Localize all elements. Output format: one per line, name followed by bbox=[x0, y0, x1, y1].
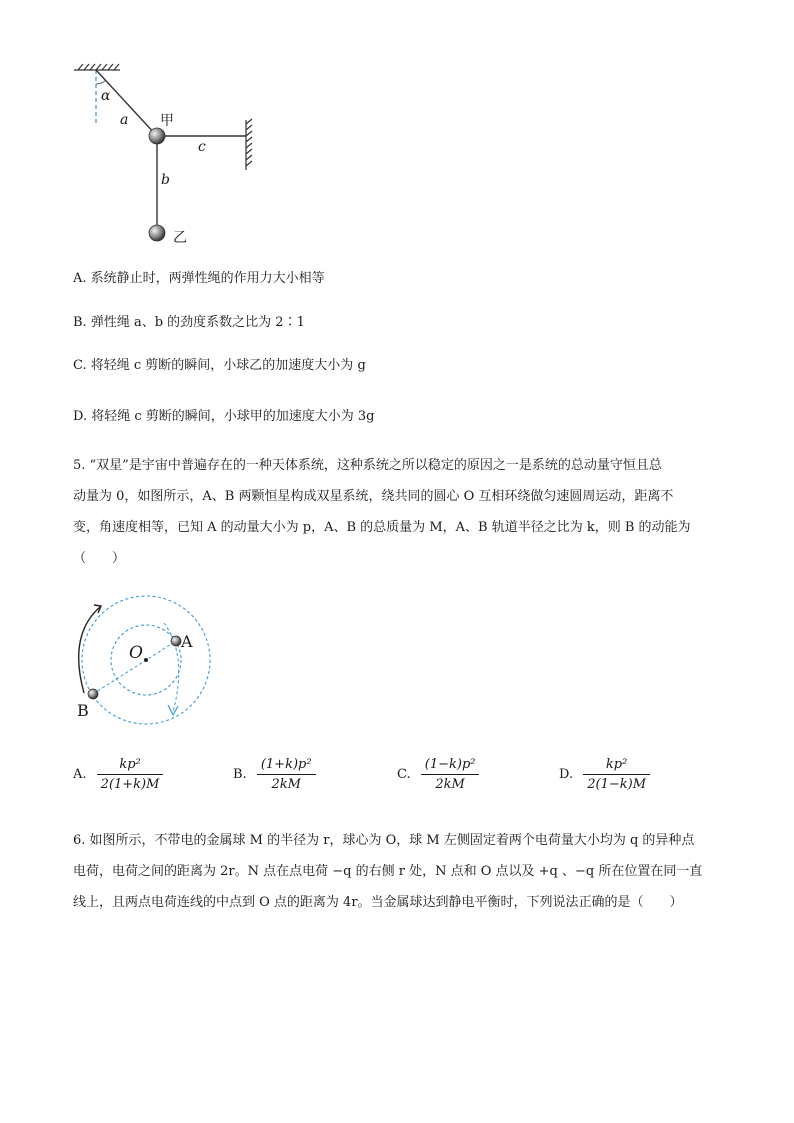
label-a-star: A bbox=[181, 632, 193, 651]
question-6: 6. 如图所示，不带电的金属球 M 的半径为 r，球心为 O，球 M 左侧固定着两个电荷量大小均为 q 的异种点 电荷，电荷之间的距离为 2r。N 点在点电荷 −q 的右侧 r 处，N 点和 O 点以及 +q 、−q 所在位置在同一直 线上，且两点电荷连线的中点到 O 点的距离为 4r。当金属球达到静电平衡时，下列说法正确的是（ ） bbox=[73, 833, 703, 910]
q4-option-b: B. 弹性绳 a、b 的劲度系数之比为 2∶1 bbox=[73, 315, 305, 330]
label-yi: 乙 bbox=[173, 230, 187, 246]
label-rope-b: b bbox=[161, 172, 170, 188]
q5-answer-a: A. $\frac{\text{kp²}}{2(1+k)M}$ bbox=[73, 757, 163, 792]
label-rope-c: c bbox=[198, 139, 206, 155]
q5-answer-b: B. $\frac{\text{(1+k)p²}}{2kM}$ bbox=[233, 757, 316, 792]
label-jia: 甲 bbox=[160, 113, 174, 129]
star-a bbox=[171, 636, 181, 646]
sphere-yi bbox=[149, 225, 165, 241]
figure-hanging-spheres bbox=[60, 58, 280, 248]
wall-support bbox=[246, 119, 252, 170]
center-point-o bbox=[144, 658, 148, 662]
q4-option-a: A. 系统静止时，两弹性绳的作用力大小相等 bbox=[73, 271, 325, 286]
label-rope-a: a bbox=[120, 112, 129, 128]
label-o: O bbox=[129, 643, 143, 663]
q5-answer-c: C. $\frac{\text{(1−k)p²}}{2kM}$ bbox=[397, 757, 479, 792]
q5-answer-d: D. $\frac{\text{kp²}}{2(1-k)M}$ bbox=[559, 757, 650, 792]
arrowhead-inner bbox=[168, 705, 178, 715]
label-b-star: B bbox=[77, 701, 89, 720]
q4-option-c: C. 将轻绳 c 剪断的瞬间，小球乙的加速度大小为 g bbox=[73, 358, 366, 373]
sphere-jia bbox=[149, 128, 165, 144]
label-alpha: α bbox=[101, 88, 111, 104]
angle-arc bbox=[96, 80, 106, 84]
question-5: 5. “双星”是宇宙中普遍存在的一种天体系统，这种系统之所以稳定的原因之一是系统的总动量守恒且总 动量为 0，如图所示，A、B 两颗恒星构成双星系统，绕共同的圆心 O 互相环绕做匀速圆周运动，距离不 变，角速度相等，已知 A 的动量大小为 p，A、B 的总质量为 M，A、B 轨道半径之比为 k，则 B 的动能为 （ ） bbox=[73, 458, 691, 566]
ceiling-support bbox=[74, 64, 120, 70]
q4-option-d: D. 将轻绳 c 剪断的瞬间，小球甲的加速度大小为 3g bbox=[73, 409, 375, 424]
star-b bbox=[88, 689, 98, 699]
